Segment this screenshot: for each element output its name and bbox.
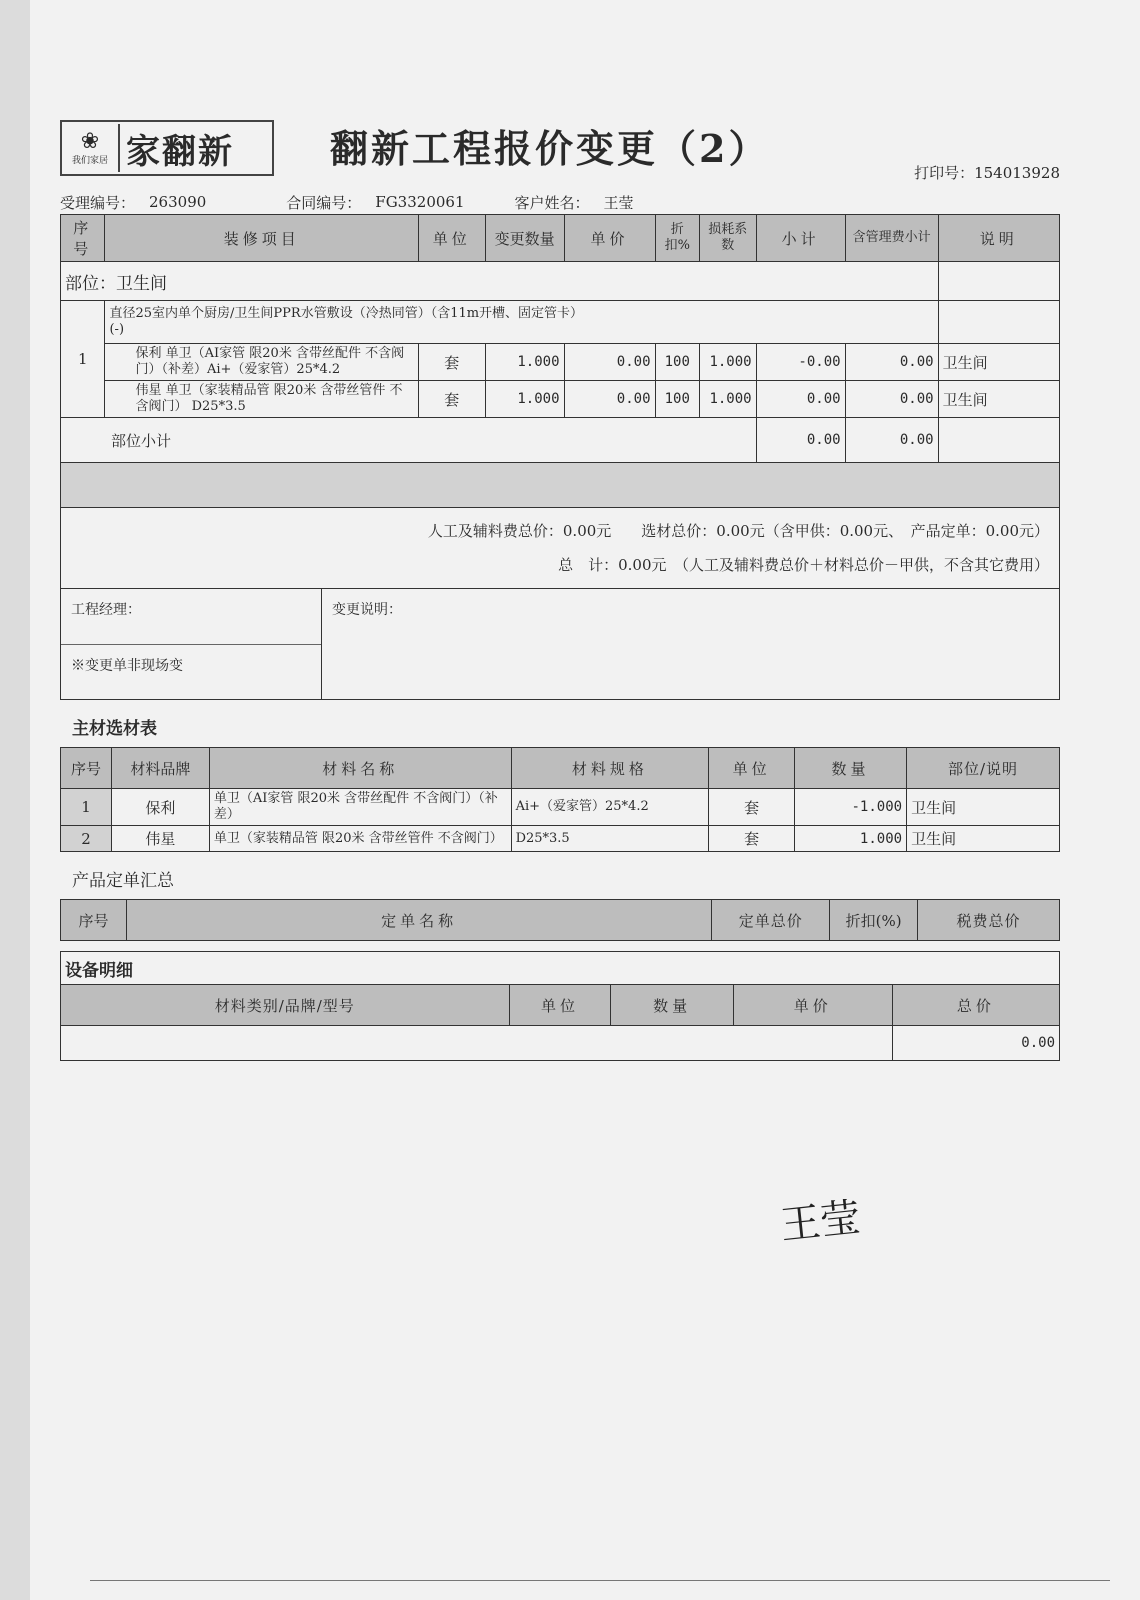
mat-no: 1 [61, 789, 112, 826]
manager-label: 工程经理： [61, 589, 321, 645]
col-header: 单位 [509, 985, 611, 1026]
customer-name: 王莹 [603, 193, 634, 212]
customer-signature: 王莹 [778, 1194, 863, 1250]
materials-header-row [61, 748, 1060, 789]
row-loss: 1.000 [700, 344, 757, 381]
mat-qty: 1.000 [794, 826, 906, 852]
col-header: 说明 [938, 215, 1059, 262]
case-label: 受理编号： [60, 193, 136, 212]
company-logo [60, 120, 274, 176]
equipment-table [60, 951, 1060, 1061]
table-row [61, 826, 1060, 852]
mat-note: 卫生间 [907, 826, 1060, 852]
mat-brand: 保利 [111, 789, 209, 826]
table-row [61, 789, 1060, 826]
row-mgmt: 0.00 [845, 344, 938, 381]
mat-unit: 套 [709, 826, 795, 852]
col-header: 定单名称 [126, 900, 711, 941]
mat-spec: Ai+（爱家管）25*4.2 [511, 789, 709, 826]
products-header-row [61, 900, 1060, 941]
col-header: 材料规格 [511, 748, 709, 789]
equipment-header-row [61, 985, 1060, 1026]
col-header: 含管理费小计 [845, 215, 938, 262]
subtotal-value: 0.00 [756, 418, 845, 463]
mat-note: 卫生间 [907, 789, 1060, 826]
equipment-total: 0.00 [892, 1026, 1059, 1061]
table-row [61, 381, 1060, 418]
row-mgmt: 0.00 [845, 381, 938, 418]
logo-sub: 我们家居 [71, 155, 108, 166]
row-description: 保利 单卫（AI家管 限20米 含带丝配件 不含阀门）（补差）Ai+（爱家管）25*4.2 [105, 344, 418, 381]
change-note: ※变更单非现场变 [71, 657, 183, 674]
col-header: 单位 [709, 748, 795, 789]
contract-label: 合同编号： [286, 193, 362, 212]
row-loss: 1.000 [700, 381, 757, 418]
col-header: 单价 [564, 215, 655, 262]
totals-line: 人工及辅料费总价：0.00元 选材总价：0.00元（含甲供：0.00元、 产品定单：0.00元） [427, 522, 1049, 540]
materials-title: 主材选材表 [72, 719, 157, 739]
row-description: 伟星 单卫（家装精品管 限20米 含带丝管件 不含阀门） D25*3.5 [105, 381, 418, 418]
row-unit: 套 [418, 344, 485, 381]
col-header: 序号 [61, 900, 127, 941]
row-price: 0.00 [564, 381, 655, 418]
row-price: 0.00 [564, 344, 655, 381]
change-description: 变更说明： [332, 602, 402, 618]
row-qty: 1.000 [485, 344, 564, 381]
mat-qty: -1.000 [794, 789, 906, 826]
page-edge-line [90, 1580, 1110, 1581]
col-header: 单位 [418, 215, 485, 262]
row-qty: 1.000 [485, 381, 564, 418]
logo-text: 家翻新 [126, 131, 234, 172]
equipment-title: 设备明细 [61, 952, 1060, 985]
section-label: 部位：卫生间 [61, 262, 939, 301]
row-discount: 100 [655, 381, 699, 418]
products-table [60, 899, 1060, 941]
col-header: 小计 [756, 215, 845, 262]
col-header: 数量 [611, 985, 733, 1026]
col-header: 装修项目 [105, 215, 418, 262]
equipment-total-row [61, 1026, 1060, 1061]
mat-spec: D25*3.5 [511, 826, 709, 852]
mat-no: 2 [61, 826, 112, 852]
customer-label: 客户姓名： [514, 193, 590, 212]
row-subtotal: -0.00 [756, 344, 845, 381]
case-number: 263090 [149, 193, 207, 211]
col-header: 材料品牌 [111, 748, 209, 789]
subtotal-mgmt: 0.00 [845, 418, 938, 463]
col-header: 数量 [794, 748, 906, 789]
document-title: 翻新工程报价变更（2） [330, 126, 770, 171]
contract-number: FG3320061 [375, 193, 465, 211]
subtotal-row [61, 418, 1060, 463]
row-subtotal: 0.00 [756, 381, 845, 418]
document-header [60, 110, 1060, 190]
blank-row [61, 463, 1060, 508]
quote-header-row [61, 215, 1060, 262]
logo-emblem [62, 124, 120, 172]
col-header: 折扣(%) [830, 900, 918, 941]
item-description: 直径25室内单个厨房/卫生间PPR水管敷设（冷热同管）（含11m开槽、固定管卡） (-) [105, 301, 938, 344]
col-header: 序号 [61, 215, 105, 262]
notes-block [60, 589, 1060, 700]
subtotal-label: 部位小计 [61, 418, 757, 463]
document-page [60, 110, 1060, 1061]
grand-total-line: 总 计：0.00元 （人工及辅料费总价＋材料总价－甲供，不含其它费用） [558, 556, 1049, 574]
col-header: 单价 [733, 985, 892, 1026]
col-header: 序号 [61, 748, 112, 789]
row-unit: 套 [418, 381, 485, 418]
col-header: 折扣% [655, 215, 699, 262]
row-discount: 100 [655, 344, 699, 381]
row-note: 卫生间 [938, 381, 1059, 418]
mat-brand: 伟星 [111, 826, 209, 852]
item-row [61, 301, 1060, 344]
col-header: 材料名称 [209, 748, 511, 789]
meta-row [60, 190, 1060, 214]
col-header: 税费总价 [918, 900, 1060, 941]
mat-name: 单卫（家装精品管 限20米 含带丝管件 不含阀门） [209, 826, 511, 852]
col-header: 定单总价 [712, 900, 830, 941]
mat-name: 单卫（AI家管 限20米 含带丝配件 不含阀门）（补差） [209, 789, 511, 826]
row-note: 卫生间 [938, 344, 1059, 381]
print-number: 打印号：154013928 [914, 164, 1060, 182]
item-number: 1 [61, 301, 105, 418]
table-row [61, 344, 1060, 381]
materials-table [60, 747, 1060, 852]
section-row [61, 262, 1060, 301]
flower-icon: ❀ [80, 128, 100, 154]
col-header: 总价 [892, 985, 1059, 1026]
totals-block [60, 508, 1060, 589]
col-header: 材料类别/品牌/型号 [61, 985, 510, 1026]
col-header: 变更数量 [485, 215, 564, 262]
quote-table [60, 214, 1060, 508]
mat-unit: 套 [709, 789, 795, 826]
products-title: 产品定单汇总 [72, 871, 174, 891]
col-header: 部位/说明 [907, 748, 1060, 789]
col-header: 损耗系数 [700, 215, 757, 262]
